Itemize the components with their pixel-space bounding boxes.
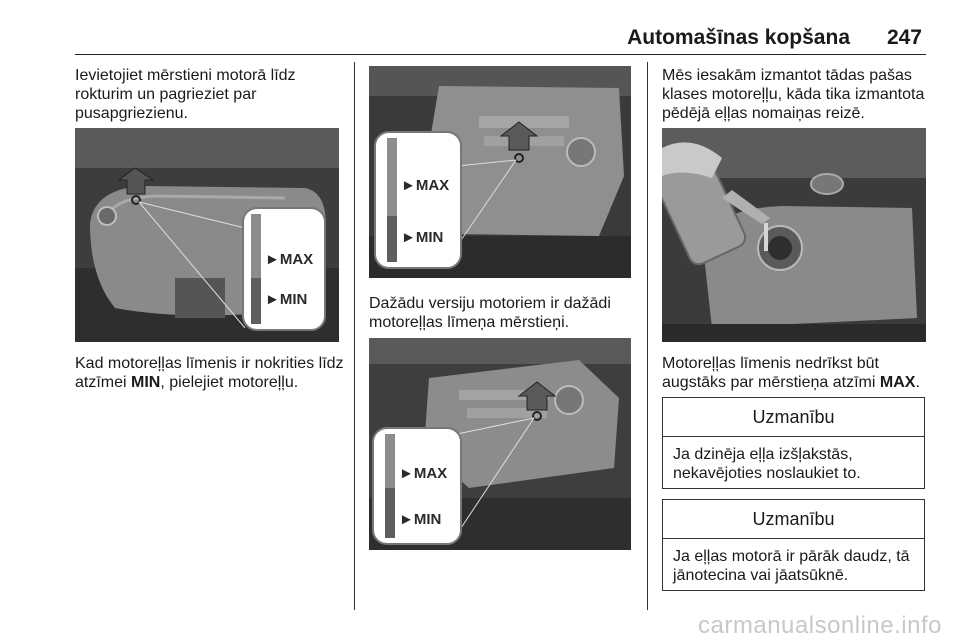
engine-dipstick-illustration-3 [369,338,631,550]
caution-box-spill [662,397,925,489]
min-label-1: ►MIN [265,291,308,308]
min-label-3: ►MIN [399,511,442,528]
column-divider-left [354,62,355,610]
max-label-3: ►MAX [399,465,448,482]
engine-dipstick-illustration-2 [369,66,631,278]
max-label-1: ►MAX [265,251,314,268]
max-mark-emphasis: MAX [879,374,916,391]
column-divider-right [647,62,648,610]
watermark: carmanualsonline.info [698,612,942,639]
caution-box-overfill [662,499,925,591]
caution-heading: Uzmanību [663,398,924,437]
caution-body: Ja dzinēja eļļa izšļakstās, nekavējoties noslaukiet to. [673,446,861,482]
col3-max-text [662,354,932,392]
page-header [75,26,926,55]
min-mark-emphasis: MIN [131,374,161,391]
col2-versions-text: Dažādu versiju motoriem ir dažādi motoreļļas līmeņa mērstieņi. [369,295,611,331]
col1-intro-text: Ievietojiet mērstieni motorā līdz rokturim un pagrieziet par pusapgriezienu. [75,67,296,122]
page-number: 247 [886,26,922,49]
page-title: Automašīnas kopšana [627,26,850,49]
engine-oil-refill-illustration [662,128,926,342]
max-label-2: ►MAX [401,177,450,194]
col3-max-text-end: . [915,374,920,391]
caution-body: Ja eļļas motorā ir pārāk daudz, tā jānotecina vai jāatsūknē. [673,548,910,584]
col1-min-text [75,354,345,392]
col3-oil-class-text: Mēs iesakām izmantot tādas pašas klases motoreļļu, kāda tika izmantota pēdējā eļļas nomaiņas reizē. [662,67,925,122]
engine-dipstick-illustration-1 [75,128,339,342]
caution-heading: Uzmanību [663,500,924,539]
col3-max-text-start: Motoreļļas līmenis nedrīkst būt augstāks par mērstieņa atzīmi [662,355,880,391]
col1-min-text-end: , pielejiet motoreļļu. [160,374,299,391]
col1-min-text-start: Kad motoreļļas līmenis ir nokrities līdz atzīmei [75,355,344,391]
min-label-2: ►MIN [401,229,444,246]
